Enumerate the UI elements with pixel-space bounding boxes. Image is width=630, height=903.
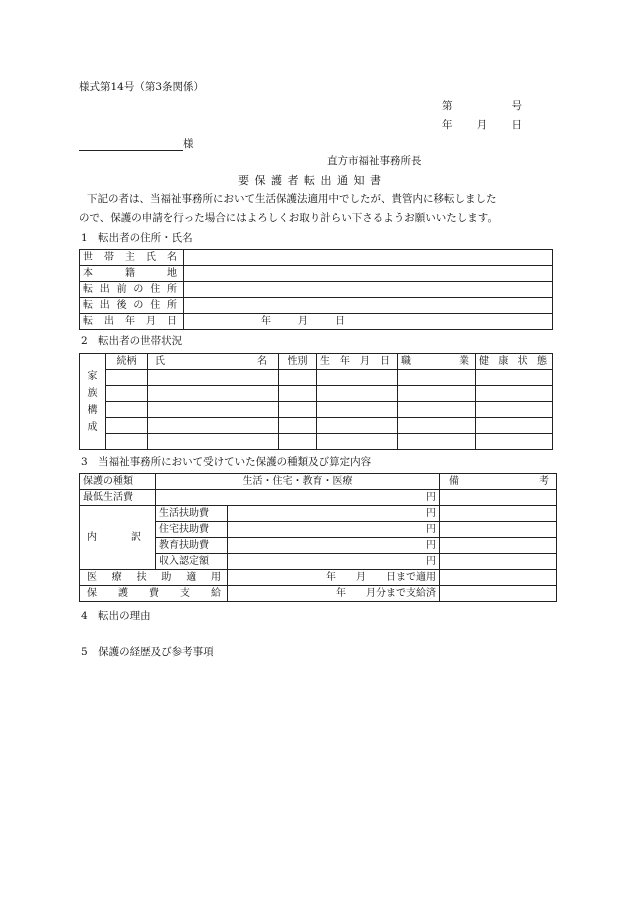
col-name: 氏 名 [148, 354, 279, 370]
addressee-line [79, 150, 183, 151]
issue-date-line [442, 120, 522, 131]
document-number-line [442, 101, 522, 112]
date-day: 日 [511, 119, 522, 131]
family-composition-label: 家 族 構 成 [80, 354, 106, 450]
value-domicile [184, 266, 553, 282]
label-education-assistance: 教育扶助費 [156, 538, 228, 554]
table-row [80, 418, 553, 434]
value-new-address [184, 298, 553, 314]
label-breakdown: 内 訳 [80, 506, 156, 570]
label-housing-assistance: 住宅扶助費 [156, 522, 228, 538]
remarks-cell [440, 522, 557, 538]
table-row [80, 586, 557, 602]
intro-line-2: ので、保護の申請を行った場合にはよろしくお取り計らい下さるようお願いいたします。 [79, 212, 498, 224]
form-number: 様式第14号（第3条関係） [79, 81, 205, 93]
table-row [80, 266, 553, 282]
table-row [80, 370, 553, 386]
table-header-row [80, 354, 553, 370]
addressee-suffix: 様 [183, 138, 194, 150]
section-4-heading: 4 転出の理由 [81, 610, 151, 622]
label-benefit-payment: 保 護 費 支 給 [80, 586, 228, 602]
remarks-cell [440, 570, 557, 586]
number-suffix: 号 [511, 100, 522, 112]
mover-address-table [79, 249, 553, 330]
table-row [80, 282, 553, 298]
label-move-date: 転 出 年 月 日 [80, 314, 184, 330]
number-prefix: 第 [442, 100, 453, 112]
table-row [80, 386, 553, 402]
value-housing-assistance: 円 [228, 522, 440, 538]
col-birthdate: 生 年 月 日 [317, 354, 398, 370]
col-health: 健 康 状 態 [476, 354, 553, 370]
protection-table [79, 473, 557, 602]
document-title: 要保護者転出通知書 [238, 174, 387, 187]
remarks-cell [440, 586, 557, 602]
label-previous-address: 転 出 前 の 住 所 [80, 282, 184, 298]
label-domicile: 本 籍 地 [80, 266, 184, 282]
value-head-of-household [184, 250, 553, 266]
table-row [80, 250, 553, 266]
table-row [80, 402, 553, 418]
label-medical-assistance: 医 療 扶 助 適 用 [80, 570, 228, 586]
section-5-heading: 5 保護の経歴及び参考事項 [81, 646, 214, 658]
section-3-heading: 3 当福祉事務所において受けていた保護の種類及び算定内容 [81, 456, 372, 468]
label-protection-type: 保護の種類 [80, 474, 156, 490]
table-row [80, 570, 557, 586]
label-new-address: 転 出 後 の 住 所 [80, 298, 184, 314]
col-relationship: 続柄 [106, 354, 148, 370]
table-row [80, 490, 557, 506]
value-previous-address [184, 282, 553, 298]
sender-name: 直方市福祉事務所長 [327, 155, 422, 167]
move-date-month-unit: 月 [298, 315, 308, 327]
table-row [80, 298, 553, 314]
label-head-of-household: 世 帯 主 氏 名 [80, 250, 184, 266]
col-sex: 性別 [279, 354, 317, 370]
value-medical-assistance: 年 月 日まで適用 [228, 570, 440, 586]
table-row [80, 434, 553, 450]
date-month: 月 [476, 119, 488, 131]
label-recognized-income: 収入認定額 [156, 554, 228, 570]
move-date-year-unit: 年 [261, 315, 271, 327]
value-education-assistance: 円 [228, 538, 440, 554]
remarks-cell [440, 506, 557, 522]
intro-line-1: 下記の者は、当福祉事務所において生活保護法適用中でしたが、貴管内に移転しました [87, 193, 497, 205]
remarks-cell [440, 490, 557, 506]
section-2-heading: 2 転出者の世帯状況 [81, 335, 183, 347]
date-year: 年 [442, 119, 453, 131]
remarks-cell [440, 554, 557, 570]
value-move-date [184, 314, 553, 330]
value-minimum-living-cost: 円 [156, 490, 440, 506]
col-occupation: 職 業 [398, 354, 476, 370]
label-minimum-living-cost: 最低生活費 [80, 490, 156, 506]
table-row [80, 314, 553, 330]
table-row [80, 506, 557, 522]
label-living-assistance: 生活扶助費 [156, 506, 228, 522]
household-table [79, 353, 553, 450]
move-date-day-unit: 日 [335, 315, 345, 327]
remarks-cell [440, 538, 557, 554]
value-living-assistance: 円 [228, 506, 440, 522]
table-row [80, 474, 557, 490]
value-recognized-income: 円 [228, 554, 440, 570]
value-benefit-payment: 年 月分まで支給済 [228, 586, 440, 602]
value-protection-type: 生活・住宅・教育・医療 [156, 474, 440, 490]
section-1-heading: 1 転出者の住所・氏名 [81, 232, 193, 244]
label-remarks: 備 考 [440, 474, 557, 490]
